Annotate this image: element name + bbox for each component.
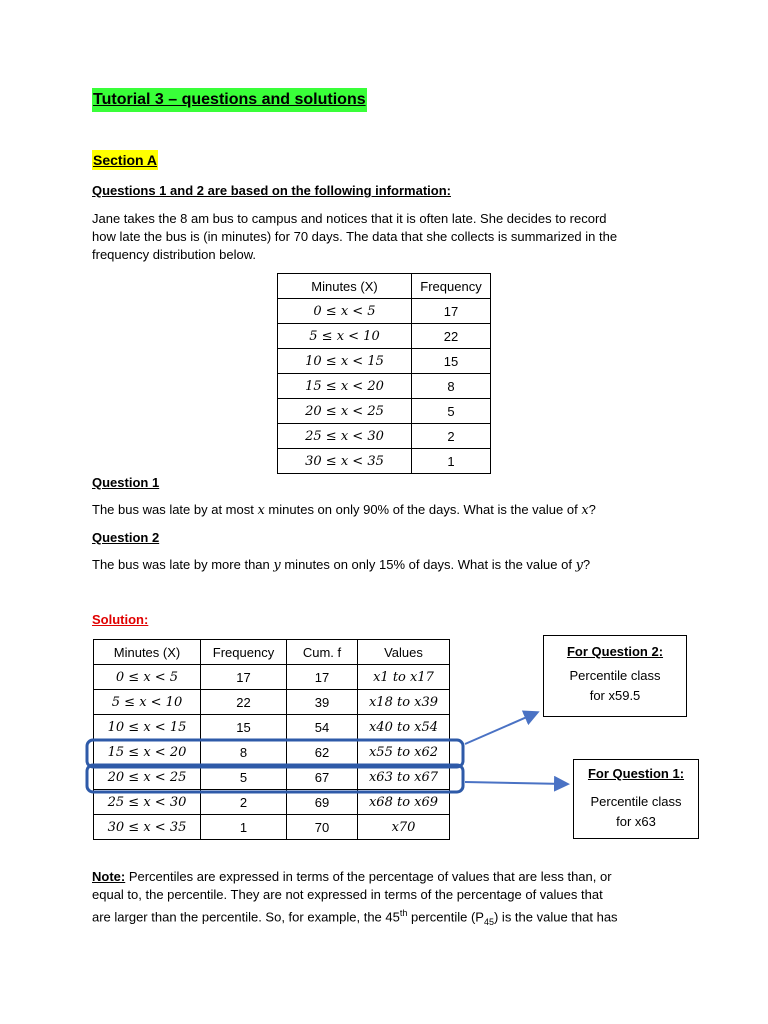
note-superscript: th [399,908,408,918]
cumulative-cell: 17 [287,665,358,690]
cumulative-cell: 67 [287,765,358,790]
question2-heading: Question 2 [92,530,160,545]
values-cell: x70 [358,815,450,840]
callout-line: Percentile class [590,794,682,809]
frequency-cell: 1 [201,815,287,840]
q2-text-part: ? [582,557,591,572]
callout-heading: For Question 1: [587,766,685,781]
cumulative-cell: 70 [287,815,358,840]
interval-cell: 25 ≤ x < 30 [278,424,412,449]
info-heading: Questions 1 and 2 are based on the following information: [92,183,451,198]
note-label: Note: [92,869,126,884]
q1-text-part: minutes on only 90% of the days. What is the value of [264,502,582,517]
header-cell: Frequency [412,274,491,299]
frequency-cell: 15 [412,349,491,374]
interval-cell: 15 ≤ x < 20 [94,740,201,765]
interval-cell: 10 ≤ x < 15 [278,349,412,374]
q1-text-part: ? [588,502,596,517]
solution-label: Solution: [92,612,149,627]
callout-line: for x59.5 [589,688,641,703]
question1-heading: Question 1 [92,475,160,490]
header-cell: Minutes (X) [278,274,412,299]
header-cell: Minutes (X) [94,640,201,665]
frequency-cell: 2 [412,424,491,449]
q2-text-part: The bus was late by more than [92,557,274,572]
interval-cell: 30 ≤ x < 35 [94,815,201,840]
interval-cell: 0 ≤ x < 5 [278,299,412,324]
q1-variable: x [581,503,589,518]
cumulative-cell: 54 [287,715,358,740]
interval-cell: 5 ≤ x < 10 [94,690,201,715]
q2-text-part: minutes on only 15% of days. What is the value of [280,557,576,572]
section-heading: Section A [93,152,158,168]
frequency-cell: 5 [201,765,287,790]
frequency-cell: 22 [201,690,287,715]
q2-variable: y [575,558,583,573]
interval-cell: 10 ≤ x < 15 [94,715,201,740]
frequency-cell: 17 [201,665,287,690]
note-line: equal to, the percentile. They are not expressed in terms of the percentage of values that [92,887,603,902]
callout-line: for x63 [616,814,656,829]
interval-cell: 30 ≤ x < 35 [278,449,412,474]
interval-cell: 0 ≤ x < 5 [94,665,201,690]
frequency-cell: 1 [412,449,491,474]
interval-cell: 15 ≤ x < 20 [278,374,412,399]
note-text: Percentiles are expressed in terms of the percentage of values that are less than, or [125,869,612,884]
header-cell: Values [358,640,450,665]
header-cell: Cum. f [287,640,358,665]
highlight-box-row-20-25 [87,765,463,792]
values-cell: x40 to x54 [358,715,450,740]
values-cell: x1 to x17 [358,665,450,690]
note-text: percentile (P [407,909,484,925]
frequency-cell: 5 [412,399,491,424]
interval-cell: 20 ≤ x < 25 [94,765,201,790]
cumulative-cell: 39 [287,690,358,715]
intro-line: how late the bus is (in minutes) for 70 days. The data that she collects is summarized in the [92,229,618,244]
frequency-cell: 2 [201,790,287,815]
frequency-cell: 22 [412,324,491,349]
interval-cell: 5 ≤ x < 10 [278,324,412,349]
values-cell: x55 to x62 [358,740,450,765]
frequency-cell: 8 [201,740,287,765]
page-title: Tutorial 3 – questions and solutions [92,88,367,112]
intro-line: frequency distribution below. [92,247,257,262]
intro-line: Jane takes the 8 am bus to campus and notices that it is often late. She decides to record [92,211,607,226]
header-cell: Frequency [201,640,287,665]
cumulative-cell: 69 [287,790,358,815]
cumulative-cell: 62 [287,740,358,765]
interval-cell: 25 ≤ x < 30 [94,790,201,815]
values-cell: x18 to x39 [358,690,450,715]
callout-heading: For Question 2: [566,644,664,659]
note-subscript: 45 [483,916,494,927]
note-line [92,904,712,931]
arrow-to-question1 [465,782,566,784]
q1-text-part: The bus was late by at most [92,502,258,517]
q2-variable: y [273,558,281,573]
note-text: are larger than the percentile. So, for example, the 45 [92,909,400,925]
callout-line: Percentile class [569,668,661,683]
frequency-cell: 15 [201,715,287,740]
arrow-to-question2 [465,713,536,744]
values-cell: x63 to x67 [358,765,450,790]
values-cell: x68 to x69 [358,790,450,815]
note-line [92,868,712,886]
frequency-cell: 17 [412,299,491,324]
note-text: ) is the value that has [493,909,618,925]
highlight-box-row-15-20 [87,740,463,767]
frequency-cell: 8 [412,374,491,399]
interval-cell: 20 ≤ x < 25 [278,399,412,424]
note-paragraph [92,868,712,931]
q1-variable: x [257,503,265,518]
